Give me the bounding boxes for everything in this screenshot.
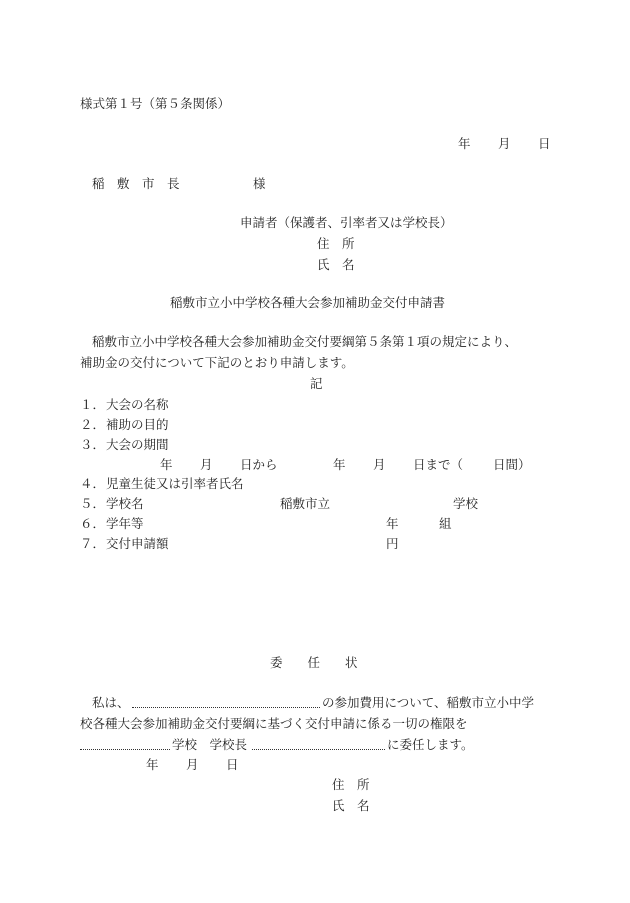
period-month-2: 月: [373, 457, 386, 472]
proxy-line-1-pre: 私は、: [92, 695, 130, 710]
document-title: 稲敷市立小中学校各種大会参加補助金交付申請書: [170, 295, 446, 310]
date-day: 日: [538, 136, 551, 151]
item-6-label: 学年等: [106, 516, 144, 531]
proxy-principal-blank[interactable]: [252, 739, 385, 750]
item-7-label: 交付申請額: [106, 536, 169, 551]
body-line-2: 補助金の交付について下記のとおり申請します。: [80, 355, 354, 370]
form-number: 様式第１号（第５条関係）: [80, 96, 231, 111]
proxy-line-3-post: に委任します。: [387, 737, 474, 752]
proxy-line-3-school: 学校 学校長: [172, 737, 248, 752]
proxy-address: 住 所: [332, 777, 370, 792]
item-4-number: ４．: [80, 476, 106, 491]
body-line-1: 稲敷市立小中学校各種大会参加補助金交付要綱第５条第１項の規定により、: [92, 334, 518, 349]
applicant-address: 住 所: [317, 236, 355, 251]
item-5-number: ５．: [80, 496, 106, 511]
ki-heading: 記: [310, 376, 323, 391]
item-4-label: 児童生徒又は引率者氏名: [106, 476, 244, 491]
item-7-number: ７．: [80, 536, 106, 551]
proxy-line-1-post: の参加費用について、稲敷市立小中学: [322, 695, 535, 710]
applicant-name: 氏 名: [317, 257, 355, 272]
applicant-label: 申請者（保護者、引率者又は学校長）: [240, 215, 453, 230]
date-year: 年: [458, 136, 471, 151]
period-year-2: 年: [333, 457, 346, 472]
addressee-title: 稲 敷 市 長: [92, 176, 180, 191]
grade-class: 組: [439, 516, 452, 531]
item-1-label: 大会の名称: [106, 397, 169, 412]
school-suffix: 学校: [453, 496, 479, 511]
proxy-date-day: 日: [226, 757, 239, 772]
school-city: 稲敷市立: [280, 496, 331, 511]
item-1-number: １．: [80, 397, 106, 412]
date-month: 月: [498, 136, 511, 151]
grade-year: 年: [386, 516, 399, 531]
proxy-line-2: 校各種大会参加補助金交付要綱に基づく交付申請に係る一切の権限を: [80, 716, 468, 731]
period-day-from: 日から: [240, 457, 278, 472]
period-days: 日間）: [493, 457, 531, 472]
item-2-label: 補助の目的: [106, 417, 169, 432]
item-3-number: ３．: [80, 437, 106, 452]
amount-unit: 円: [386, 536, 399, 551]
period-year-1: 年: [160, 457, 173, 472]
proxy-date-year: 年: [146, 757, 159, 772]
period-day-until: 日まで（: [413, 457, 464, 472]
addressee-honorific: 様: [253, 176, 266, 191]
item-6-number: ６．: [80, 516, 106, 531]
proxy-school-blank[interactable]: [80, 739, 170, 750]
period-month-1: 月: [200, 457, 213, 472]
item-5-label: 学校名: [106, 496, 144, 511]
proxy-title: 委 任 状: [270, 655, 358, 670]
proxy-name: 氏 名: [332, 798, 370, 813]
proxy-date-month: 月: [186, 757, 199, 772]
item-2-number: ２．: [80, 417, 106, 432]
proxy-event-blank[interactable]: [132, 697, 320, 708]
item-3-label: 大会の期間: [106, 437, 169, 452]
